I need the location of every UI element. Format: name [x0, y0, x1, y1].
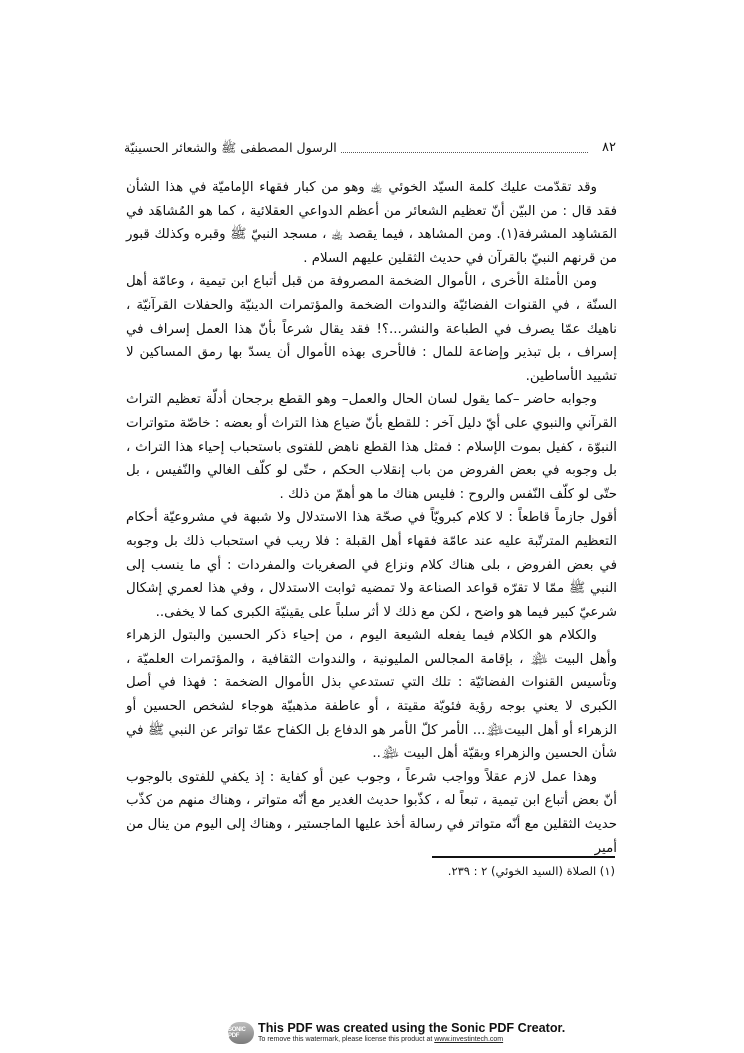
watermark-subtitle-prefix: To remove this watermark, please license this product at [258, 1036, 435, 1043]
running-header [124, 138, 616, 158]
running-title: الرسول المصطفى ﷺ والشعائر الحسينيّة [124, 140, 337, 155]
watermark-link[interactable]: www.investintech.com [434, 1036, 504, 1043]
paragraph: والكلام هو الكلام فيما يفعله الشيعة اليوم ، من إحياء ذكر الحسين والبتول الزهراء وأهل البيت ﵈ ، بإقامة المجالس المليونية ، والندوات الثقافية ، والمؤتمرات العلميّة ، وتأسيس القنوات الفضائيّة : تلك التي تستدعي بذل الأموال الضخمة : فهذا في أصل الكبرى لا يعني بوجه رؤية فئويّة مقيتة ، أو عاطفة مذهبيّة هوجاء لشخص الحسين أو الزهراء أو أهل البيت﵈... الأمر كلّ الأمر هو الدفاع بل الكفاح عمّا تواتر عن النبي ﷺ في شأن الحسين والزهراء وبقيّة أهل البيت ﵈.. [126, 628, 617, 762]
paragraph: وهذا عمل لازم عقلاً وواجب شرعاً ، وجوب عين أو كفاية : إذ يكفي للفتوى بالوجوب أنّ بعض أتباع ابن تيمية ، تبعاً له ، كذّبوا حديث الغدير مع أنّه متواتر ، وهناك منهم من كذّب حديث الثقلين مع أنّه متواتر في رسالة أخذ عليها الماجستير ، وهناك إلى اليوم من ينال من أمير [126, 769, 617, 856]
footnote-separator [432, 856, 615, 858]
paragraph: وقد تقدّمت عليك كلمة السيّد الخوئي ﵀ وهو من كبار فقهاء الإماميّة في هذا الشأن فقد قال : من البيّن أنّ تعظيم الشعائر من أعظم الدواعي العقلائية ، كما هو المُشاهَد في المَشاهِد المشرفة(١). ومن المشاهد ، فيما يقصد ﵀ ، مسجد النبيّ ﷺ وقبره وكذلك قبور من قرنهم النبيّ بالقرآن في حديث الثقلين عليهم السلام . [126, 180, 617, 266]
paragraph: أقول جازماً قاطعاً : لا كلام كبرويّاً في صحّة هذا الاستدلال ولا شبهة في مشروعيّة أحكام التعظيم المترتّبة عليه عند عامّة فقهاء أهل القبلة : فلا ريب في استحباب ذلك بل وجوبه في بعض الفروض ، بلى هناك كلام ونزاع في الصغريات والمفردات : أي ما ينسب إلى النبي ﷺ ممّا لا تقرّه قواعد الصناعة ولا تمضيه ثوابت الاستدلال ، وفي هذا لعمري إشكال شرعيّ كبير فيما هو واضح ، لكن مع ذلك لا أثر سلباً على يقينيّة الكبرى كما لا يخفى.. [126, 510, 617, 620]
pdf-watermark [228, 1019, 565, 1047]
page-number: ٨٢ [602, 140, 616, 155]
watermark-text [258, 1022, 565, 1044]
paragraph: وجوابه حاضر –كما يقول لسان الحال والعمل– وهو القطع برجحان أدلّة تعظيم التراث القرآني والنبوي على أيّ دليل آخر : للقطع بأنّ ضياع هذا التراث أو بعضه : خاصّة متواترات النبوّة ، كفيل بموت الإسلام : فمثل هذا القطع ناهض للفتوى باستحباب إحياء هذا التراث ، بل وجوبه في بعض الفروض من باب إنقلاب الحكم ، حتّى لو كلّف الغالي والنّفيس ، بل حتّى لو كلّف النّفس والروح : فليس هناك ما هو أهمّ من ذلك . [126, 392, 617, 502]
sonic-pdf-logo-icon: SONIC PDF [228, 1022, 254, 1044]
header-dot-leader [341, 152, 588, 153]
watermark-subtitle [258, 1035, 565, 1044]
watermark-title: This PDF was created using the Sonic PDF Creator. [258, 1021, 566, 1035]
paragraph: ومن الأمثلة الأخرى ، الأموال الضخمة المصروفة من قبل أتباع ابن تيمية ، وعامّة أهل السنّة ، في القنوات الفضائيّة والندوات الضخمة والمؤتمرات الدينيّة والحفلات القرآنيّة ، ناهيك عمّا يصرف في الطباعة والنشر...؟! فقد يقال شرعاً بأنّ هذا العمل إسراف في إسراف ، بل تبذير وإضاعة للمال : فالأحرى بهذه الأموال أن يسدّ بها رمق المساكين لا تشييد الأساطين. [126, 274, 617, 384]
footnote: (١) الصلاة (السيد الخوئي) ٢ : ٢٣٩. [447, 864, 615, 878]
body-text [126, 176, 617, 860]
